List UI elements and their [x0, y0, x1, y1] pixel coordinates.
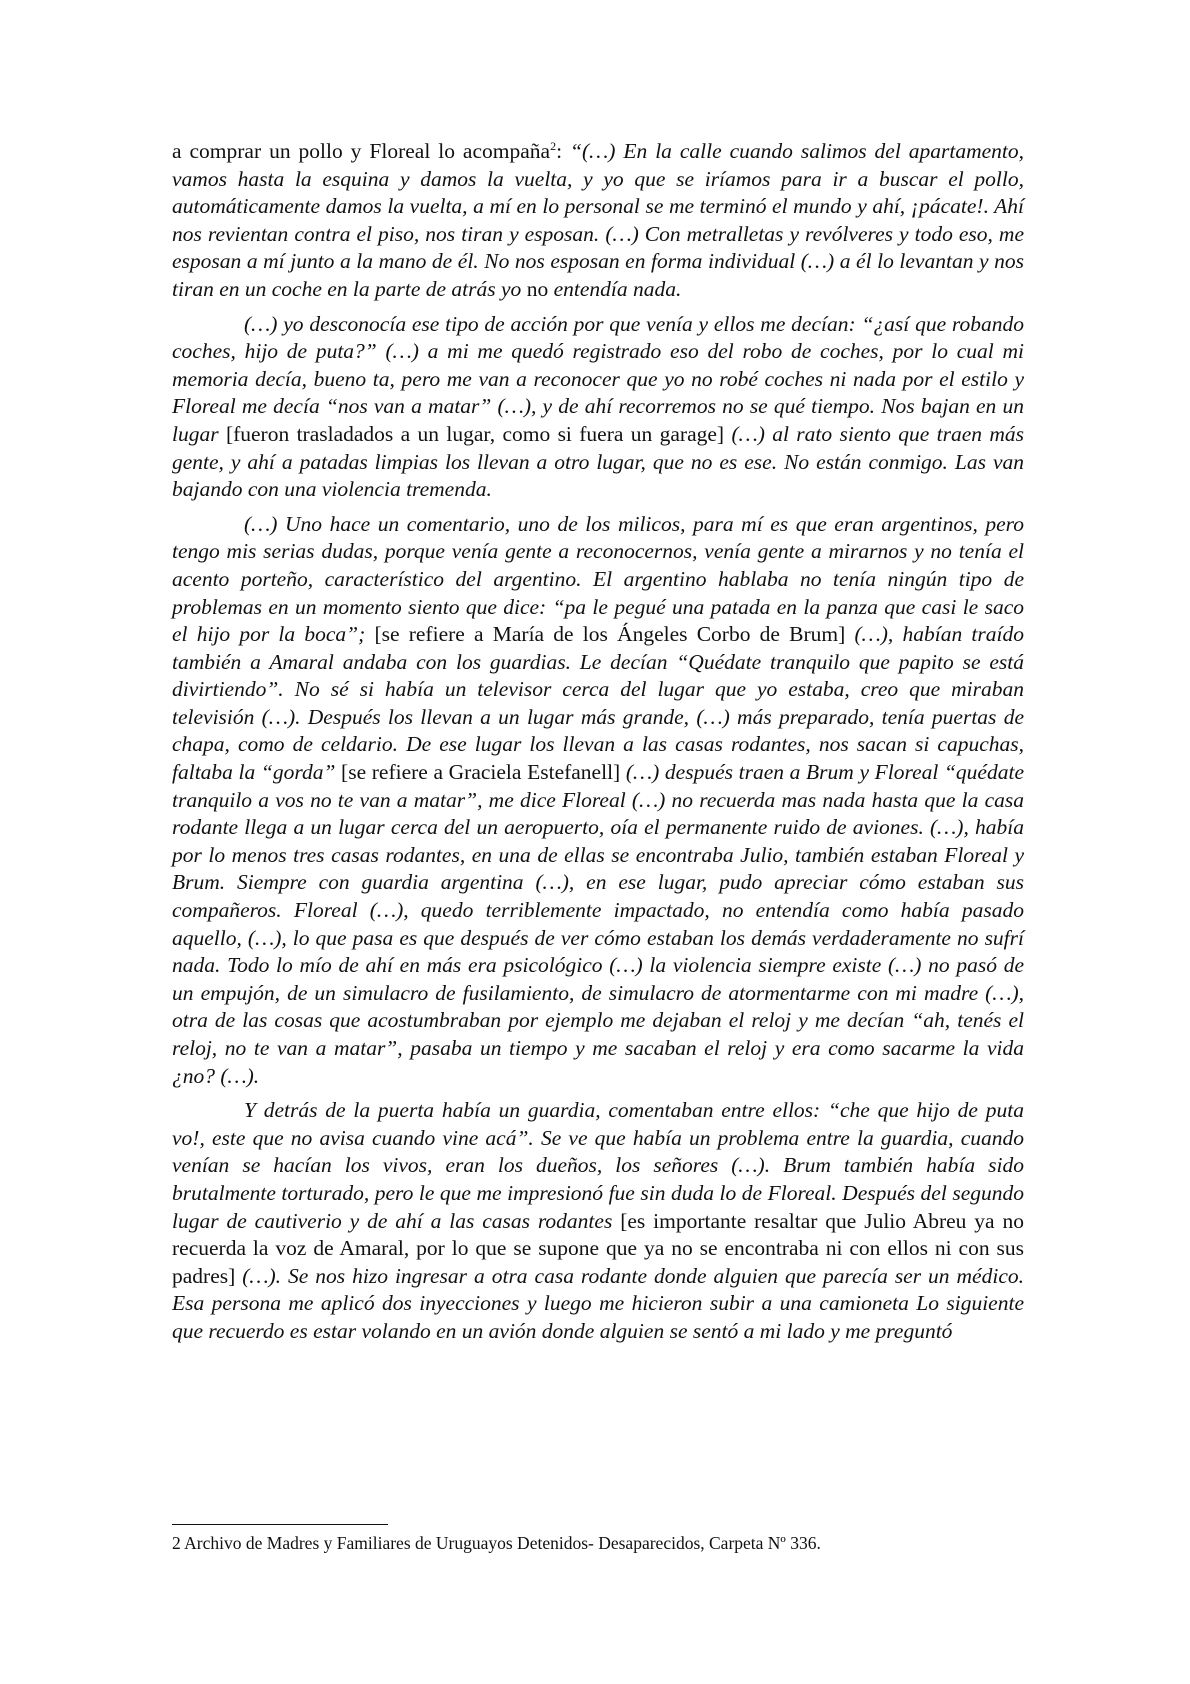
- paragraph-text: :: [556, 139, 571, 163]
- quoted-testimony: (…) al rato siento que traen más gente, y ahí a patadas limpias los llevan a otro lugar, que no es ese. No están conmigo. Las van bajando con una violencia tremenda.: [172, 421, 1024, 502]
- quoted-testimony: (…) después traen a Brum y Floreal “quédate tranquilo a vos no te van a matar”, me dice Floreal (…) no recuerda mas nada hasta que la casa rodante llega a un lugar cerca del un aeropuerto, oía el permanente ruido de aviones. (…), había por lo menos tres casas rodantes, en una de ellas se encontraba Julio, también estaban Floreal y Brum. Siempre con guardia argentina (…), en ese lugar, pudo apreciar cómo estaban sus compañeros. Floreal (…), quedo terriblemente impactado, no entendía como había pasado aquello, (…), lo que pasa es que después de ver cómo estaban los demás verdaderamente no sufrí nada. Todo lo mío de ahí en más era psicológico (…) la violencia siempre existe (…) no pasó de un empujón, de un simulacro de fusilamiento, de simulacro de atormentarme con mi madre (…), otra de las cosas que acostumbraban por ejemplo me dejaban el reloj y me decían “ah, tenés el reloj, no te van a matar”, pasaba un tiempo y me sacaban el reloj y era como sacarme la vida ¿no? (…).: [172, 760, 1024, 1088]
- paragraph-4: [172, 1097, 1024, 1345]
- quoted-testimony: “(…) En la calle cuando salimos del apartamento, vamos hasta la esquina y damos la vuelta, y yo que se iríamos para ir a buscar el pollo, automáticamente damos la vuelta, a mí en lo personal se me terminó el mundo y ahí, ¡pácate!. Ahí nos revientan contra el piso, nos tiran y esposan. (…) Con metralletas y revólveres y todo eso, me esposan a mí junto a la mano de él. No nos esposan en forma individual (…) a él lo levantan y nos tiran en un coche en la parte de atrás yo: [172, 139, 1025, 301]
- editorial-note: [es importante resaltar que Julio Abreu ya no recuerda la voz de Amaral, por lo que se supone que ya no se encontraba ni con ellos ni con sus padres]: [172, 1208, 1024, 1288]
- footnote-reference[interactable]: 2: [550, 138, 557, 153]
- quoted-testimony: (…), habían traído también a Amaral andaba con los guardias. Le decían “Quédate tranquilo que papito se está divirtiendo”. No sé si había un televisor cerca del lugar que yo estaba, creo que miraban televisión (…). Después los llevan a un lugar más grande, (…) más preparado, tenía puertas de chapa, como de celdario. De ese lugar los llevan a las casas rodantes, nos sacan si capuchas, faltaba la “gorda”: [172, 622, 1024, 785]
- editorial-note: [fueron trasladados a un lugar, como si fuera un garage]: [218, 421, 732, 446]
- paragraph-1: [172, 138, 1024, 304]
- quoted-testimony: (…). Se nos hizo ingresar a otra casa rodante donde alguien que parecía ser un médico. Esa persona me aplicó dos inyecciones y luego me hicieron subir a una camioneta Lo siguiente que recuerdo es estar volando en un avión donde alguien se sentó a mi lado y me preguntó: [172, 1263, 1024, 1343]
- editorial-note: [se refiere a María de los Ángeles Corbo de Brum]: [365, 622, 855, 647]
- paragraph-2: [172, 311, 1024, 504]
- quoted-testimony: Y detrás de la puerta había un guardia, comentaban entre ellos: “che que hijo de puta vo!, este que no avisa cuando vine acá”. Se ve que había un problema entre la guardia, cuando venían se hacían los vivos, eran los dueños, los señores (…). Brum también había sido brutalmente torturado, pero le que me impresionó fue sin duda lo de Floreal. Después del segundo lugar de cautiverio y de ahí a las casas rodantes: [172, 1098, 1024, 1233]
- document-body: [172, 138, 1024, 1353]
- footnote-separator: [172, 1524, 388, 1525]
- footnote: 2 Archivo de Madres y Familiares de Uruguayos Detenidos- Desaparecidos, Carpeta Nº 336.: [172, 1533, 821, 1553]
- paragraph-text: no: [521, 276, 554, 301]
- quoted-testimony: (…) Uno hace un comentario, uno de los milicos, para mí es que eran argentinos, pero tengo mis serias dudas, porque venía gente a reconocernos, venía gente a mirarnos y no tenía el acento porteño, característico del argentino. El argentino hablaba no tenía ningún tipo de problemas en un momento siento que dice: “pa le pegué una patada en la panza que casi le saco el hijo por la boca”;: [172, 511, 1024, 647]
- paragraph-3: [172, 511, 1024, 1090]
- paragraph-text: a comprar un pollo y Floreal lo acompaña: [172, 139, 551, 163]
- editorial-note: [se refiere a Graciela Estefanell]: [335, 760, 626, 785]
- quoted-testimony: (…) yo desconocía ese tipo de acción por que venía y ellos me decían: “¿así que robando coches, hijo de puta?” (…) a mi me quedó registrado eso del robo de coches, por lo cual mi memoria decía, bueno ta, pero me van a reconocer que yo no robé coches ni nada por el estilo y Floreal me decía “nos van a matar” (…), y de ahí recorremos no se qué tiempo. Nos bajan en un lugar: [172, 311, 1024, 446]
- quoted-testimony: entendía nada.: [553, 276, 682, 301]
